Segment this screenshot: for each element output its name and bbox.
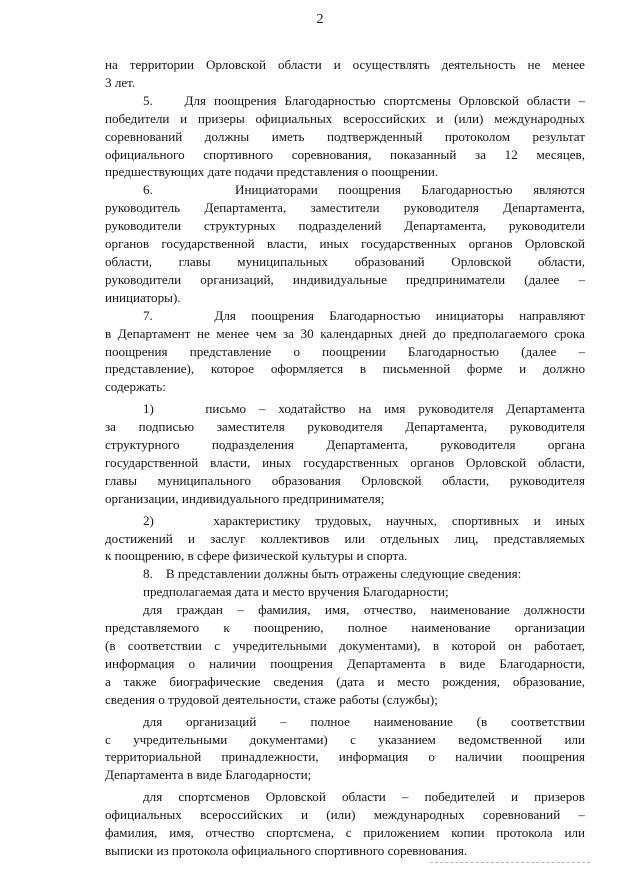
text-line: 7. Для поощрения Благодарностью инициаторы направляют — [143, 307, 585, 323]
text-line: сведения о трудовой деятельности, стаже работы (службы); — [105, 691, 438, 707]
text-line: на территории Орловской области и осуществлять деятельность не менее — [105, 57, 585, 72]
text-line: для граждан – фамилия, имя, отчество, наименование должности — [143, 602, 585, 618]
paragraph-8-date — [105, 583, 585, 601]
text-line: за подписью заместителя руководителя Департамента, руководителя — [105, 419, 585, 435]
text-line: официальных всероссийских и (или) международных соревнований – — [105, 807, 585, 823]
text-line: к поощрению, в сфере физической культуры и спорта. — [105, 548, 408, 564]
text-line: предполагаемая дата и место вручения Благодарности; — [143, 584, 449, 600]
paragraph-8 — [105, 565, 585, 583]
text-line: главы муниципального образования Орловской области, руководителя — [105, 472, 585, 488]
text-line: области, главы муниципальных образований Орловской области, — [105, 253, 585, 269]
text-line: 2) характеристику трудовых, научных, спортивных и иных — [143, 512, 585, 528]
text-line: 8. В представлении должны быть отражены следующие сведения: — [143, 566, 522, 582]
paragraph-8-organizations — [105, 713, 585, 785]
text-line: поощрения представление о поощрении Благодарностью (далее – — [105, 343, 585, 359]
list-item-2 — [105, 512, 585, 566]
text-line: 5. Для поощрения Благодарностью спортсмены Орловской области – — [143, 92, 585, 108]
text-line: структурного подразделения Департамента, руководителя органа — [105, 437, 585, 453]
text-line: руководитель Департамента, заместители руководителя Департамента, — [105, 200, 585, 216]
text-line: территориальной принадлежности, информация о наличии поощрения — [105, 749, 585, 765]
paragraph-6 — [105, 181, 585, 306]
text-line: официального спортивного соревнования, показанный за 12 месяцев, — [105, 146, 585, 162]
text-line: 1) письмо – ходатайство на имя руководителя Департамента — [143, 401, 585, 417]
list-item-1 — [105, 400, 585, 507]
text-line: (в соответствии с учредительными документами), в которой он работает, — [105, 638, 585, 653]
text-line: выписки из протокола официального спортивного соревнования. — [105, 842, 468, 858]
text-line: с учредительными документами) с указанием ведомственной или — [105, 731, 585, 747]
text-line: руководители структурных подразделений Департамента, руководители — [105, 218, 585, 234]
paragraph-8-citizens — [105, 601, 585, 708]
text-line: Департамента в виде Благодарности; — [105, 767, 312, 783]
text-line: победители и призеры официальных всероссийских и (или) международных — [105, 110, 585, 126]
text-line: государственной власти, иных государственных органов Орловской области, — [105, 454, 585, 470]
text-line: инициаторы). — [105, 289, 181, 305]
text-line: органов государственной власти, иных государственных органов Орловской — [105, 236, 585, 252]
text-line: представление), которое оформляется в письменной форме и должно — [105, 361, 585, 377]
text-line: организации, индивидуального предпринимателя; — [105, 490, 385, 506]
text-line: фамилия, имя, отчество спортсмена, с приложением копии протокола или — [105, 825, 585, 841]
text-line: содержать: — [105, 379, 166, 395]
text-line: 3 лет. — [105, 74, 136, 90]
paragraph-4-continuation — [105, 56, 585, 92]
text-line: в Департамент не менее чем за 30 календарных дней до предполагаемого срока — [105, 325, 585, 341]
text-line: для спортсменов Орловской области – победителей и призеров — [143, 789, 585, 805]
text-line: соревнований должны иметь подтвержденный протоколом результат — [105, 128, 585, 144]
text-line: для организаций – полное наименование (в соответствии — [143, 713, 585, 729]
text-line: а также биографические сведения (дата и место рождения, образование, — [105, 673, 585, 689]
page-number: 2 — [316, 12, 324, 27]
text-line: предшествующих дате подачи представления о поощрении. — [105, 164, 439, 180]
text-line: достижений и заслуг коллективов или отдельных лиц, представляемых — [105, 530, 585, 546]
text-line: руководители организаций, индивидуальные предприниматели (далее – — [105, 271, 585, 287]
paragraph-5 — [105, 92, 585, 182]
document-body — [105, 56, 585, 860]
paragraph-8-athletes — [105, 788, 585, 860]
text-line: информация о наличии поощрения Департамента в виде Благодарности, — [105, 655, 585, 671]
footer-mark — [430, 862, 590, 863]
text-line: 6. Инициаторами поощрения Благодарностью являются — [143, 182, 585, 198]
text-line: представляемого к поощрению, полное наименование организации — [105, 620, 585, 636]
paragraph-7 — [105, 307, 585, 397]
